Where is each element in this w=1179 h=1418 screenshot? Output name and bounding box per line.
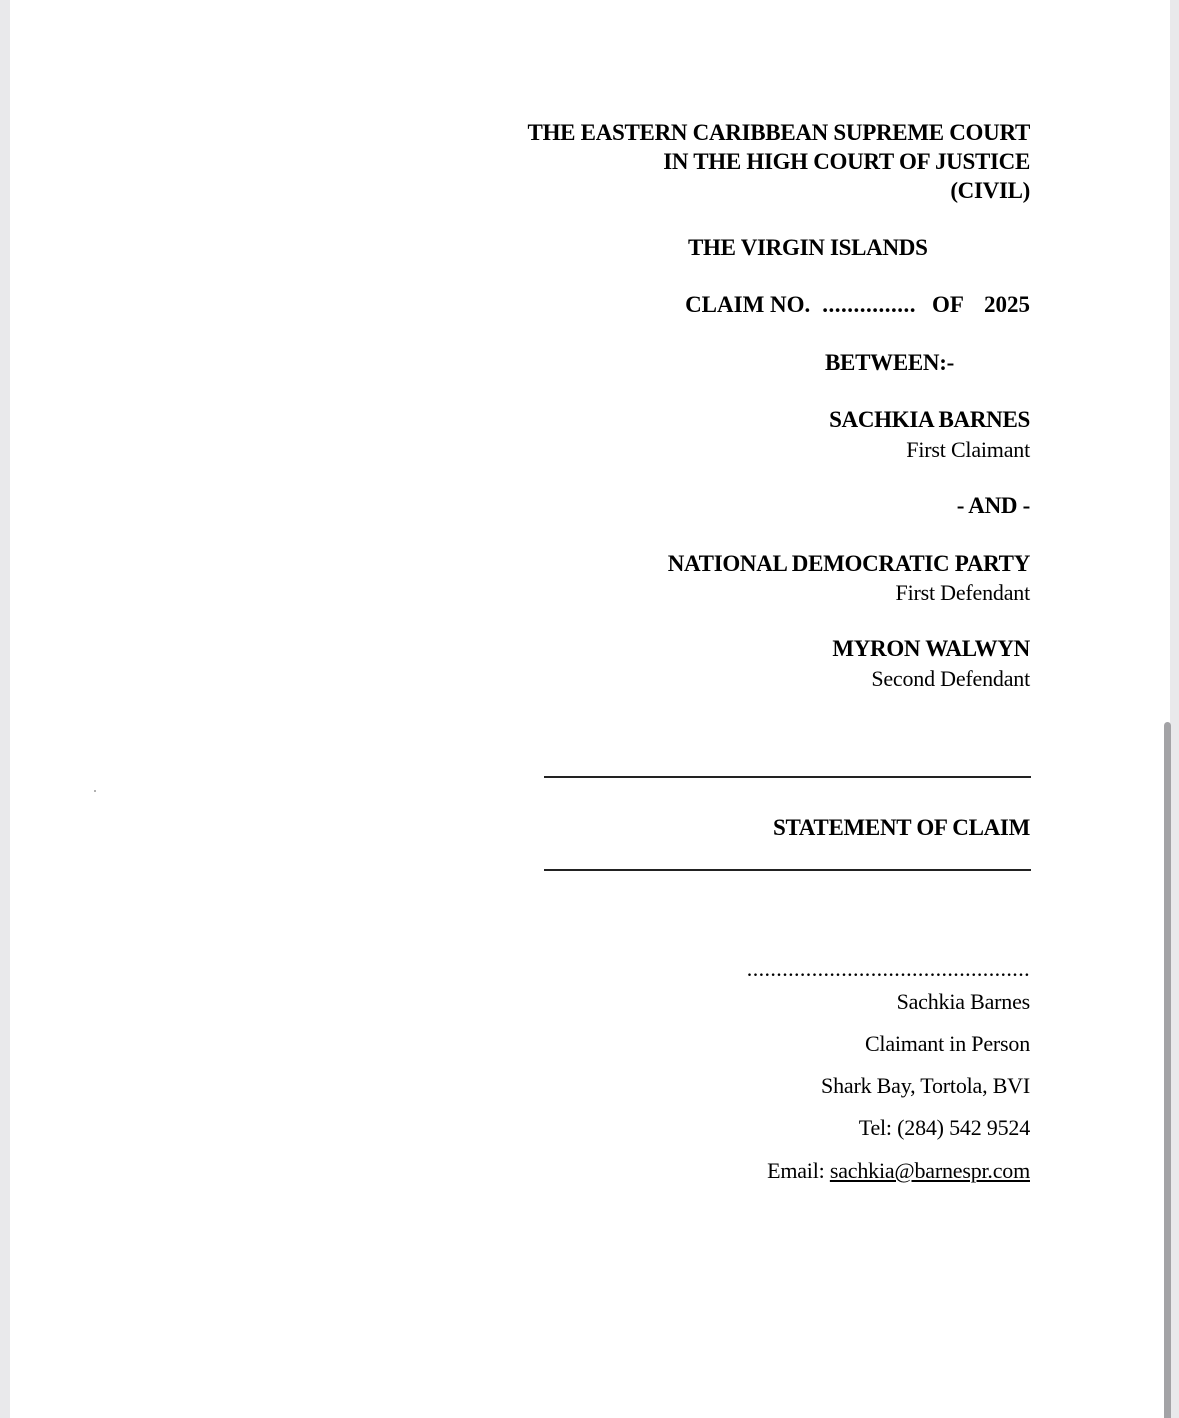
document-page	[10, 0, 1170, 1418]
page-speck	[94, 790, 96, 792]
second-defendant-name: MYRON WALWYN	[832, 636, 1030, 661]
claim-year: 2025	[984, 292, 1030, 317]
claim-number-line	[685, 292, 1030, 318]
signatory-email-line	[767, 1158, 1030, 1184]
claim-number-blank: ...............	[822, 292, 917, 317]
signatory-telephone: Tel: (284) 542 9524	[858, 1115, 1030, 1140]
scrollbar-thumb[interactable]	[1164, 722, 1171, 1418]
title-rule-top	[544, 776, 1031, 778]
email-link[interactable]: sachkia@barnespr.com	[829, 1158, 1030, 1183]
signatory-name: Sachkia Barnes	[896, 989, 1030, 1014]
and-separator: - AND -	[956, 493, 1030, 518]
court-type: (CIVIL)	[950, 178, 1030, 203]
first-defendant-role: First Defendant	[895, 580, 1030, 605]
first-claimant-name: SACHKIA BARNES	[829, 407, 1030, 432]
title-rule-bottom	[544, 869, 1031, 871]
claim-label: CLAIM NO.	[685, 292, 811, 317]
first-defendant-name: NATIONAL DEMOCRATIC PARTY	[667, 551, 1030, 576]
first-claimant-role: First Claimant	[906, 437, 1030, 462]
claim-of: OF	[932, 292, 964, 317]
court-name: THE EASTERN CARIBBEAN SUPREME COURT	[527, 120, 1030, 145]
jurisdiction: THE VIRGIN ISLANDS	[688, 235, 928, 260]
court-division: IN THE HIGH COURT OF JUSTICE	[663, 149, 1030, 174]
signatory-capacity: Claimant in Person	[864, 1031, 1030, 1056]
between-heading: BETWEEN:-	[825, 350, 954, 375]
signatory-address: Shark Bay, Tortola, BVI	[821, 1073, 1030, 1098]
second-defendant-role: Second Defendant	[871, 666, 1030, 691]
email-label: Email:	[767, 1158, 830, 1183]
signature-line: ................................................	[746, 956, 1030, 981]
document-title: STATEMENT OF CLAIM	[772, 815, 1030, 840]
